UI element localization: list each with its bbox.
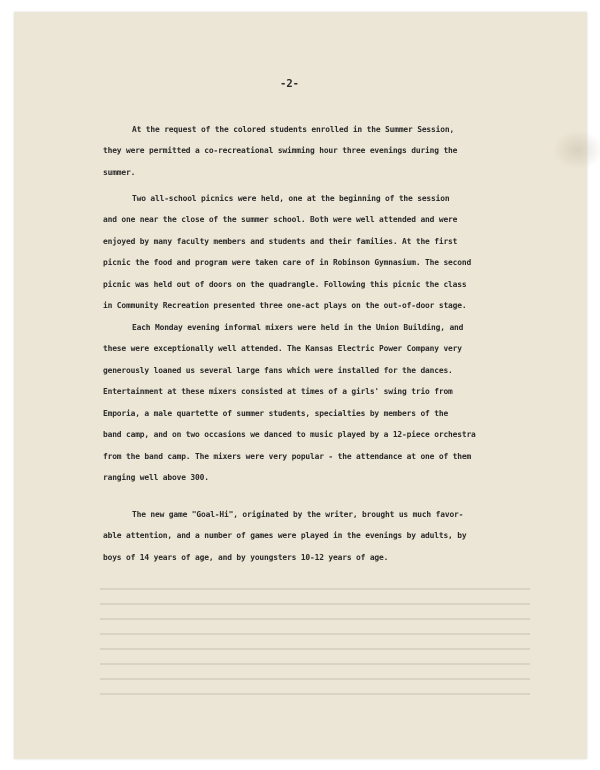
text-line: At the request of the colored students enrolled in the Summer Session, bbox=[132, 125, 455, 134]
text-line: picnic was held out of doors on the quadrangle. Following this picnic the class bbox=[103, 280, 467, 289]
text-line: boys of 14 years of age, and by youngsters 10-12 years of age. bbox=[103, 553, 389, 562]
text-line: they were permitted a co-recreational swimming hour three evenings during the bbox=[103, 146, 458, 155]
text-line: The new game "Goal-Hi", originated by the writer, brought us much favor- bbox=[132, 510, 464, 519]
page-number: -2- bbox=[280, 78, 299, 90]
text-line: able attention, and a number of games were played in the evenings by adults, by bbox=[103, 531, 467, 540]
paper-stain bbox=[552, 130, 600, 170]
text-line: Entertainment at these mixers consisted at times of a girls' swing trio from bbox=[103, 387, 453, 396]
text-line: band camp, and on two occasions we danced to music played by a 12-piece orchestra bbox=[103, 430, 476, 439]
text-line: picnic the food and program were taken care of in Robinson Gymnasium. The second bbox=[103, 258, 472, 267]
text-line: summer. bbox=[103, 168, 136, 177]
text-line: enjoyed by many faculty members and students and their families. At the first bbox=[103, 237, 458, 246]
text-line: from the band camp. The mixers were very popular - the attendance at one of them bbox=[103, 452, 472, 461]
text-line: Emporia, a male quartette of summer students, specialties by members of the bbox=[103, 409, 449, 418]
text-line: Two all-school picnics were held, one at the beginning of the session bbox=[132, 194, 450, 203]
text-line: generously loaned us several large fans which were installed for the dances. bbox=[103, 366, 453, 375]
bleed-through-text bbox=[100, 588, 530, 708]
text-line: Each Monday evening informal mixers were held in the Union Building, and bbox=[132, 323, 464, 332]
text-line: in Community Recreation presented three one-act plays on the out-of-door stage. bbox=[103, 301, 467, 310]
text-line: these were exceptionally well attended. The Kansas Electric Power Company very bbox=[103, 344, 462, 353]
text-line: and one near the close of the summer school. Both were well attended and were bbox=[103, 215, 458, 224]
text-line: ranging well above 300. bbox=[103, 473, 209, 482]
